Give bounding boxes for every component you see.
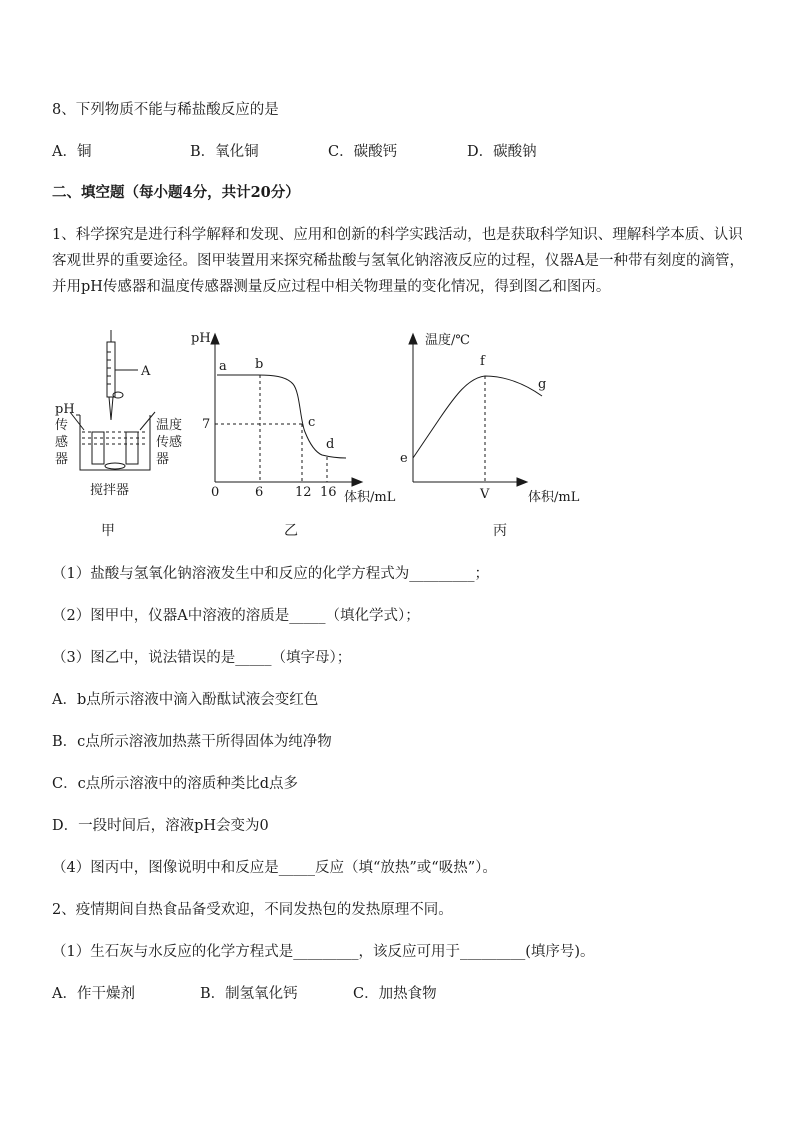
bing-point-e: e	[400, 451, 408, 466]
yi-origin: 0	[211, 485, 220, 500]
beaker	[80, 415, 150, 470]
yi-x-tick-12: 12	[295, 485, 312, 500]
fq1-option-d: D．一段时间后，溶液pH会变为0	[52, 818, 269, 834]
stirrer-bar	[105, 463, 125, 469]
fq2-option-c: C．加热食物	[353, 986, 437, 1002]
fq2-option-b: B．制氢氧化钙	[200, 986, 298, 1002]
fq2-sub1: （1）生石灰与水反应的化学方程式是_________，该反应可用于_________(填序号)。	[52, 944, 595, 960]
yi-point-c: c	[308, 415, 316, 430]
ph-sensor-line4: 器	[55, 452, 69, 467]
q8-option-d: D．碳酸钠	[467, 144, 537, 160]
ph-sensor-line1: pH	[55, 402, 75, 417]
label-a: A	[141, 364, 151, 379]
temp-sensor-line3: 器	[156, 452, 170, 467]
yi-point-b: b	[255, 357, 264, 372]
yi-point-d: d	[326, 437, 335, 452]
figures	[0, 320, 794, 520]
fq1-sub2: （2）图甲中，仪器A中溶液的溶质是_____（填化学式）；	[52, 608, 420, 624]
fq1-option-c: C．c点所示溶液中的溶质种类比d点多	[52, 776, 298, 792]
fq1-option-b: B．c点所示溶液加热蒸干所得固体为纯净物	[52, 734, 332, 750]
q8-stem: 8、下列物质不能与稀盐酸反应的是	[52, 102, 279, 118]
caption-bing: 丙	[493, 523, 507, 539]
fq2-intro: 2、疫情期间自热食品备受欢迎，不同发热包的发热原理不同。	[52, 902, 453, 918]
q8-option-a: A．铜	[52, 144, 92, 160]
temp-sensor-line2: 传感	[156, 435, 183, 450]
yi-x-tick-16: 16	[320, 485, 337, 500]
temp-sensor-line1: 温度	[156, 418, 183, 433]
bing-temp-curve	[413, 376, 542, 458]
fq1-option-a: A．b点所示溶液中滴入酚酞试液会变红色	[52, 692, 319, 708]
yi-x-label: 体积/mL	[344, 490, 396, 505]
fq1-sub4: （4）图丙中，图像说明中和反应是_____反应（填“放热”或“吸热”）。	[52, 860, 497, 876]
yi-x-tick-6: 6	[255, 485, 264, 500]
yi-point-a: a	[219, 359, 227, 374]
bing-x-tick-v: V	[480, 487, 490, 502]
bing-y-label: 温度/℃	[425, 333, 470, 348]
stirrer-label: 搅拌器	[90, 483, 130, 498]
q8-option-b: B．氧化铜	[190, 144, 259, 160]
ph-sensor-line3: 感	[55, 435, 69, 450]
bing-x-label: 体积/mL	[528, 490, 580, 505]
figure-bing	[409, 334, 542, 486]
ph-probe	[92, 432, 104, 464]
figure-jia	[70, 330, 155, 470]
bing-point-g: g	[538, 377, 547, 392]
bing-point-f: f	[480, 354, 485, 369]
fq1-intro: 1、科学探究是进行科学解释和发现、应用和创新的科学实践活动，也是获取科学知识、理解科学本质、认识客观世界的重要途径。图甲装置用来探究稀盐酸与氢氧化钠溶液反应的过程，仪器A是一种带有刻度的滴管，并用pH传感器和温度传感器测量反应过程中相关物理量的变化情况，得到图乙和图丙。	[52, 227, 744, 295]
yi-y-label: pH	[191, 331, 211, 346]
yi-y-tick-7: 7	[202, 417, 211, 432]
temp-probe	[126, 432, 138, 464]
section-title: 二、填空题（每小题4分，共计20分）	[52, 184, 300, 201]
fq2-option-a: A．作干燥剂	[52, 986, 135, 1002]
fq1-sub1: （1）盐酸与氢氧化钠溶液发生中和反应的化学方程式为_________；	[52, 566, 489, 582]
ph-sensor-line2: 传	[55, 418, 69, 433]
burette	[107, 342, 115, 397]
q8-option-c: C．碳酸钙	[328, 144, 398, 160]
fq1-sub3: （3）图乙中，说法错误的是_____（填字母）；	[52, 650, 352, 666]
caption-jia: 甲	[101, 523, 115, 539]
caption-yi: 乙	[284, 523, 298, 539]
figure-yi	[211, 334, 362, 486]
